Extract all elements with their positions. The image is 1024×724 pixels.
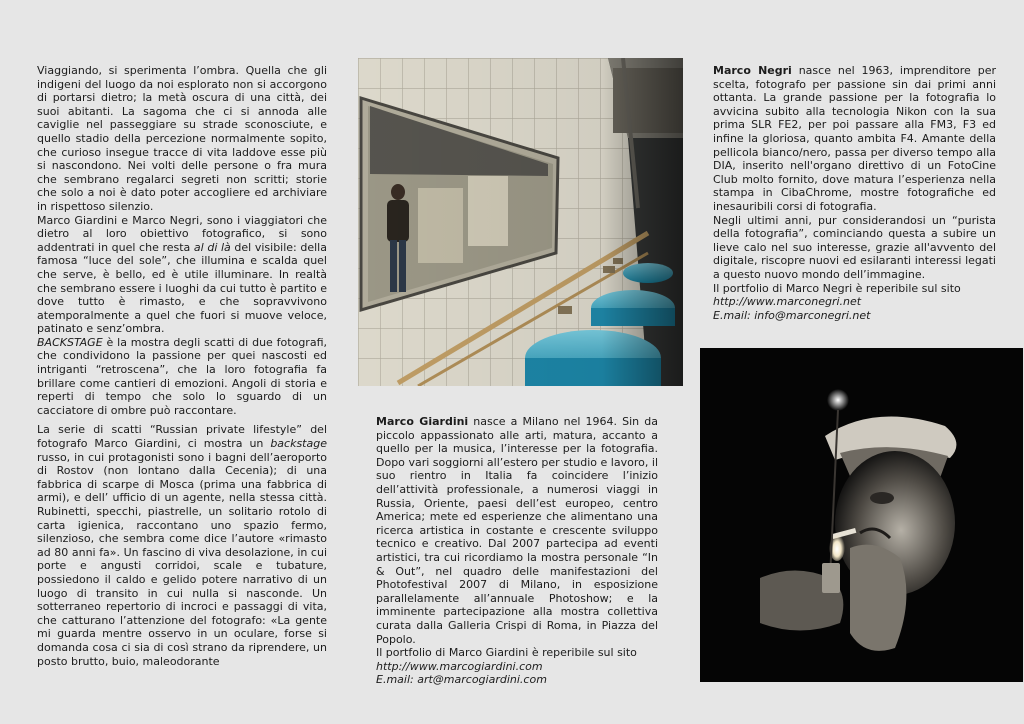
man-lighting-cigarette-photo [700, 348, 1023, 682]
giardini-website-link[interactable]: http://www.marcogiardini.com [376, 659, 543, 673]
negri-bio [713, 64, 996, 214]
text-run: La serie di scatti “Russian private lifestyle” del fotografo Marco Giardini, ci mostra un [37, 423, 327, 451]
text-run: è la mostra degli scatti di due fotografi, che condividono la passione per quei nascosti ed intriganti “retroscena”, che la loro fotografia fa brillare come cantieri di emozioni. Angoli di storia e reperti di tempo che solo lo sguardo di un cacciatore di ombre può raccontare. [37, 335, 327, 417]
lighter-photo-drawing [700, 348, 1023, 682]
text-run: nasce nel 1963, imprenditore per scelta, fotografo per passione sin dai primi anni ottanta. La grande passione per la fotografia lo avvicina subito alla tecnologia Nikon con la sua prima SLR FE2, per poi passare alla FM3, F3 ed infine la gloriosa, quanto ambita F4. Amante della pellicola bianco/nero, passa per diverso tempo alla DIA, inserito nell'organo direttivo di un FotoCine Club molto fornito, dove matura l’esperienza nella stampa in CibaChrome, mostre fotografiche ed inesauribili corsi di fotografia. [713, 64, 996, 213]
negri-bio-column [713, 64, 996, 322]
text-run: nasce a Milano nel 1964. Sin da piccolo appassionato alle arti, matura, accanto a quello per la musica, l’interesse per la fotografia. Dopo vari soggiorni all’estero per studio e lavoro, il suo rientro in Italia fa coincidere l’inizio dell’attività professionale, a numerosi viaggi in Russia, Oriente, paesi dell’est europeo, centro America; mete ed esperienze che alimentano una ricerca artistica in costante e crescente sviluppo tecnico e creativo. Dal 2007 partecipa ad eventi artistici, tra cui ricordiamo la mostra personale “In & Out”, nel quadro delle manifestazioni del Photofestival 2007 di Milano, in esposizione parallelamente all’annuale Photoshow; e la imminente partecipazione alla mostra collettiva curata dalla Galleria Crispi di Roma, in Piazza del Popolo. [376, 415, 658, 646]
intro-paragraph-3 [37, 336, 327, 418]
giardini-name: Marco Giardini [376, 415, 469, 428]
negri-website-link[interactable]: http://www.marconegri.net [713, 295, 862, 309]
negri-email-link[interactable]: E.mail: info@marconegri.net [713, 308, 871, 322]
bathroom-photo [358, 58, 683, 386]
text-run: del visibile: della famosa “luce del sole”, che illumina e scalda quel che serve, è bello, ed è utile illuminare. In realtà che sembrano essere i luoghi da cui tutto è partito e dove tutto è rimasto, e che sopravvivono atemporalmente a quel che fuori si muove veloce, patinato e senz’ombra. [37, 240, 327, 336]
intro-text-column [37, 64, 327, 668]
italic-run: al di là [193, 240, 231, 254]
bathroom-photo-drawing [358, 58, 683, 386]
negri-portfolio: Il portfolio di Marco Negri è reperibile sul sito [713, 281, 961, 295]
exhibition-title: BACKSTAGE [37, 335, 103, 349]
negri-name: Marco Negri [713, 64, 792, 77]
intro-paragraph-1: Viaggiando, si sperimenta l’ombra. Quella che gli indigeni del luogo da noi esplorato non si accorgono di portarsi dietro; la metà oscura di una città, dei suoi abitanti. La sagoma che ci si annoda alle caviglie nel passeggiare su strade sconosciute, e quello stadio della percezione normalmente sopito, che curioso insegue tracce di vita laddove esse più si nascondono. Nei volti delle persone o fra mura che sembrano regalarci segreti non scritti; storie che solo a noi è dato poter accogliere ed archiviare in rispettoso silenzio. [37, 64, 327, 213]
giardini-bio [376, 415, 658, 646]
italic-run: backstage [270, 437, 327, 451]
giardini-email-link[interactable]: E.mail: art@marcogiardini.com [376, 673, 547, 687]
intro-paragraph-4 [37, 423, 327, 668]
negri-paragraph-2: Negli ultimi anni, pur considerandosi un “purista della fotografia”, cominciando questa a subire un lieve calo nel suo interesse, grazie all'avvento del digitale, riscopre nuovi ed esilaranti interessi legati a questo nuovo mondo dell’immagine. [713, 213, 996, 281]
giardini-portfolio: Il portfolio di Marco Giardini è reperibile sul sito [376, 646, 637, 660]
intro-paragraph-2 [37, 214, 327, 336]
text-run: Marco Giardini e Marco Negri, sono i viaggiatori che dietro al loro obiettivo fotografico, si sono addentrati in quel che resta [37, 213, 327, 254]
text-run: russo, in cui protagonisti sono i bagni dell’aeroporto di Rostov (non lontano dalla Cecenia); di una fabbrica di scarpe di Mosca (prima una fabbrica di armi), e dell’ ufficio di un agente, nella stessa città. Rubinetti, specchi, piastrelle, un solitario rotolo di carta igienica, raccontano uno spazio fermo, silenzioso, che sembra come dice l’autore «rimasto ad 80 anni fa». Un fascino di viva desolazione, in cui porte e angusti corridoi, scale e tubature, possiedono il caldo e gelido potere narrativo di un luogo di transito in cui nulla si nasconde. Un sotterraneo repertorio di incroci e passaggi di vita, che catturano l’attenzione del fotografo: «La gente mi guarda mentre osservo in un oculare, forse si domanda cosa ci sia di così strano da riprendere, un posto brutto, buio, maleodorante [37, 450, 327, 668]
giardini-bio-column [376, 415, 658, 687]
